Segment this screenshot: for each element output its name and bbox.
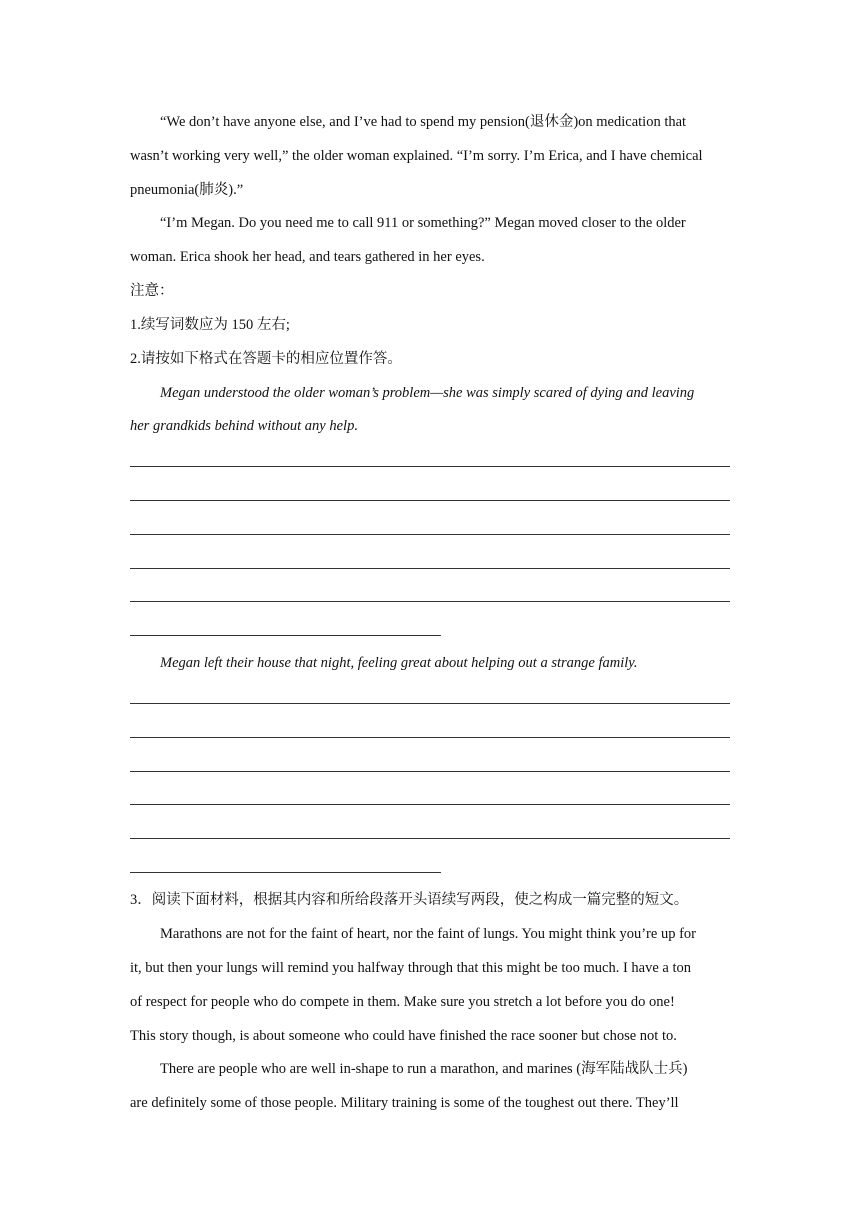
- continuation-prompt-1: her grandkids behind without any help.: [130, 418, 358, 434]
- continuation-prompt-2: Megan left their house that night, feeling great about helping out a strange family.: [160, 655, 638, 671]
- answer-line: [130, 601, 730, 602]
- passage-line: “I’m Megan. Do you need me to call 911 or something?” Megan moved closer to the older: [160, 215, 686, 231]
- answer-line: [130, 568, 730, 569]
- question-3-line: Marathons are not for the faint of heart, nor the faint of lungs. You might think you’re up for: [160, 926, 696, 942]
- answer-line: [130, 737, 730, 738]
- passage-line: pneumonia(肺炎).”: [130, 182, 244, 198]
- note-item: 1.续写词数应为 150 左右;: [130, 317, 290, 333]
- answer-line: [130, 466, 730, 467]
- answer-line: [130, 635, 441, 636]
- answer-line: [130, 500, 730, 501]
- question-3-line: There are people who are well in-shape to run a marathon, and marines (海军陆战队士兵): [160, 1061, 688, 1077]
- question-3-line: of respect for people who do compete in them. Make sure you stretch a lot before you do one!: [130, 994, 675, 1010]
- question-3-line: it, but then your lungs will remind you halfway through that this might be too much. I have a ton: [130, 960, 691, 976]
- passage-line: wasn’t working very well,” the older woman explained. “I’m sorry. I’m Erica, and I have chemical: [130, 148, 703, 164]
- continuation-prompt-1: Megan understood the older woman’s problem—she was simply scared of dying and leaving: [160, 385, 695, 401]
- question-3-heading: 3．阅读下面材料，根据其内容和所给段落开头语续写两段，使之构成一篇完整的短文。: [130, 892, 689, 908]
- question-3-line: This story though, is about someone who could have finished the race sooner but chose not to.: [130, 1028, 677, 1044]
- notes-heading: 注意：: [130, 283, 174, 299]
- answer-line: [130, 534, 730, 535]
- answer-line: [130, 703, 730, 704]
- question-3-line: are definitely some of those people. Military training is some of the toughest out there. They’ll: [130, 1095, 679, 1111]
- note-item: 2.请按如下格式在答题卡的相应位置作答。: [130, 351, 402, 367]
- answer-line: [130, 771, 730, 772]
- passage-line: woman. Erica shook her head, and tears gathered in her eyes.: [130, 249, 485, 265]
- answer-line: [130, 804, 730, 805]
- answer-line: [130, 838, 730, 839]
- answer-line: [130, 872, 441, 873]
- passage-line: “We don’t have anyone else, and I’ve had to spend my pension(退休金)on medication that: [160, 114, 687, 130]
